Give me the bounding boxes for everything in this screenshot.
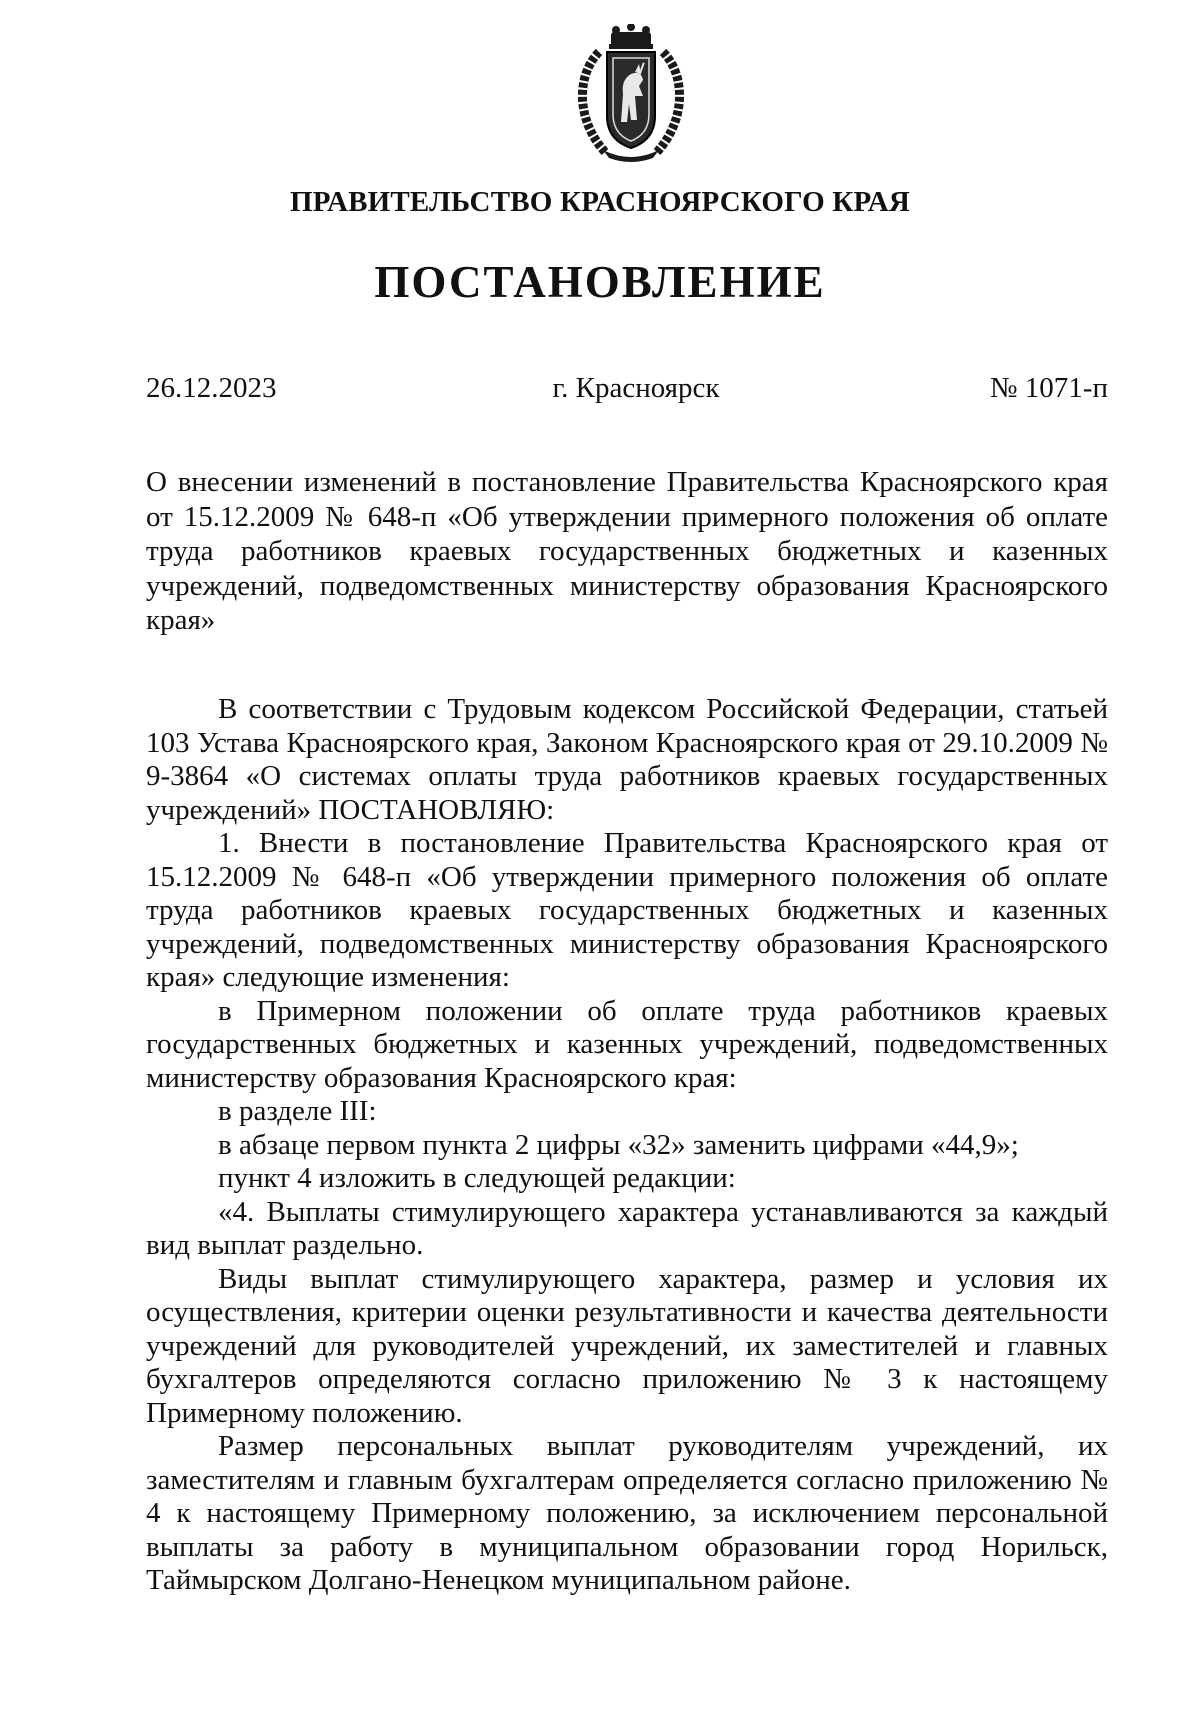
document-number: № 1071-п	[989, 372, 1108, 404]
document-body	[146, 693, 1108, 1598]
body-paragraph: Размер персональных выплат руководителям учреждений, их заместителям и главным бухгалтерам определяется согласно приложению № 4 к настоящему Примерному положению, за исключением персональной выплаты за работу в муниципальном образовании город Норильск, Таймырском Долгано-Ненецком муниципальном районе.	[146, 1430, 1108, 1596]
document-date: 26.12.2023	[146, 372, 277, 404]
body-paragraph: в разделе III:	[218, 1095, 377, 1127]
body-paragraph: Виды выплат стимулирующего характера, размер и условия их осуществления, критерии оценки результативности и качества деятельности учреждений для руководителей учреждений, их заместителей и главных бухгалтеров определяются согласно приложению № 3 к настоящему Примерному положению.	[146, 1262, 1108, 1429]
body-paragraph: В соответствии с Трудовым кодексом Российской Федерации, статьей 103 Устава Красноярского края, Законом Красноярского края от 29.10.2009 № 9-3864 «О системах оплаты труда работников краевых государственных учреждений» ПОСТАНОВЛЯЮ:	[146, 693, 1108, 826]
body-paragraph: «4. Выплаты стимулирующего характера устанавливаются за каждый вид выплат раздельно.	[146, 1195, 1108, 1261]
coat-of-arms-icon	[569, 24, 693, 164]
organization-heading: ПРАВИТЕЛЬСТВО КРАСНОЯРСКОГО КРАЯ	[289, 186, 911, 218]
document-city: г. Красноярск	[552, 372, 720, 404]
body-paragraph: в Примерном положении об оплате труда работников краевых государственных бюджетных и казенных учреждений, подведомственных министерству образования Красноярского края:	[146, 994, 1108, 1094]
body-paragraph: в абзаце первом пункта 2 цифры «32» заменить цифрами «44,9»;	[218, 1128, 1019, 1161]
document-meta-row	[146, 372, 1108, 412]
body-paragraph: 1. Внести в постановление Правительства Красноярского края от 15.12.2009 № 648-п «Об утверждении примерного положения об оплате труда работников краевых государственных бюджетных и казенных учреждений, подведомственных министерству образования Красноярского края» следующие изменения:	[146, 827, 1108, 993]
body-paragraph: пункт 4 изложить в следующей редакции:	[218, 1162, 736, 1194]
document-subject: О внесении изменений в постановление Правительства Красноярского края от 15.12.2009 № 648-п «Об утверждении примерного положения об оплате труда работников краевых государственных бюджетных и казенных учреждений, подведомственных министерству образования Красноярского края»	[146, 466, 1108, 636]
document-type-heading: ПОСТАНОВЛЕНИЕ	[374, 257, 826, 307]
